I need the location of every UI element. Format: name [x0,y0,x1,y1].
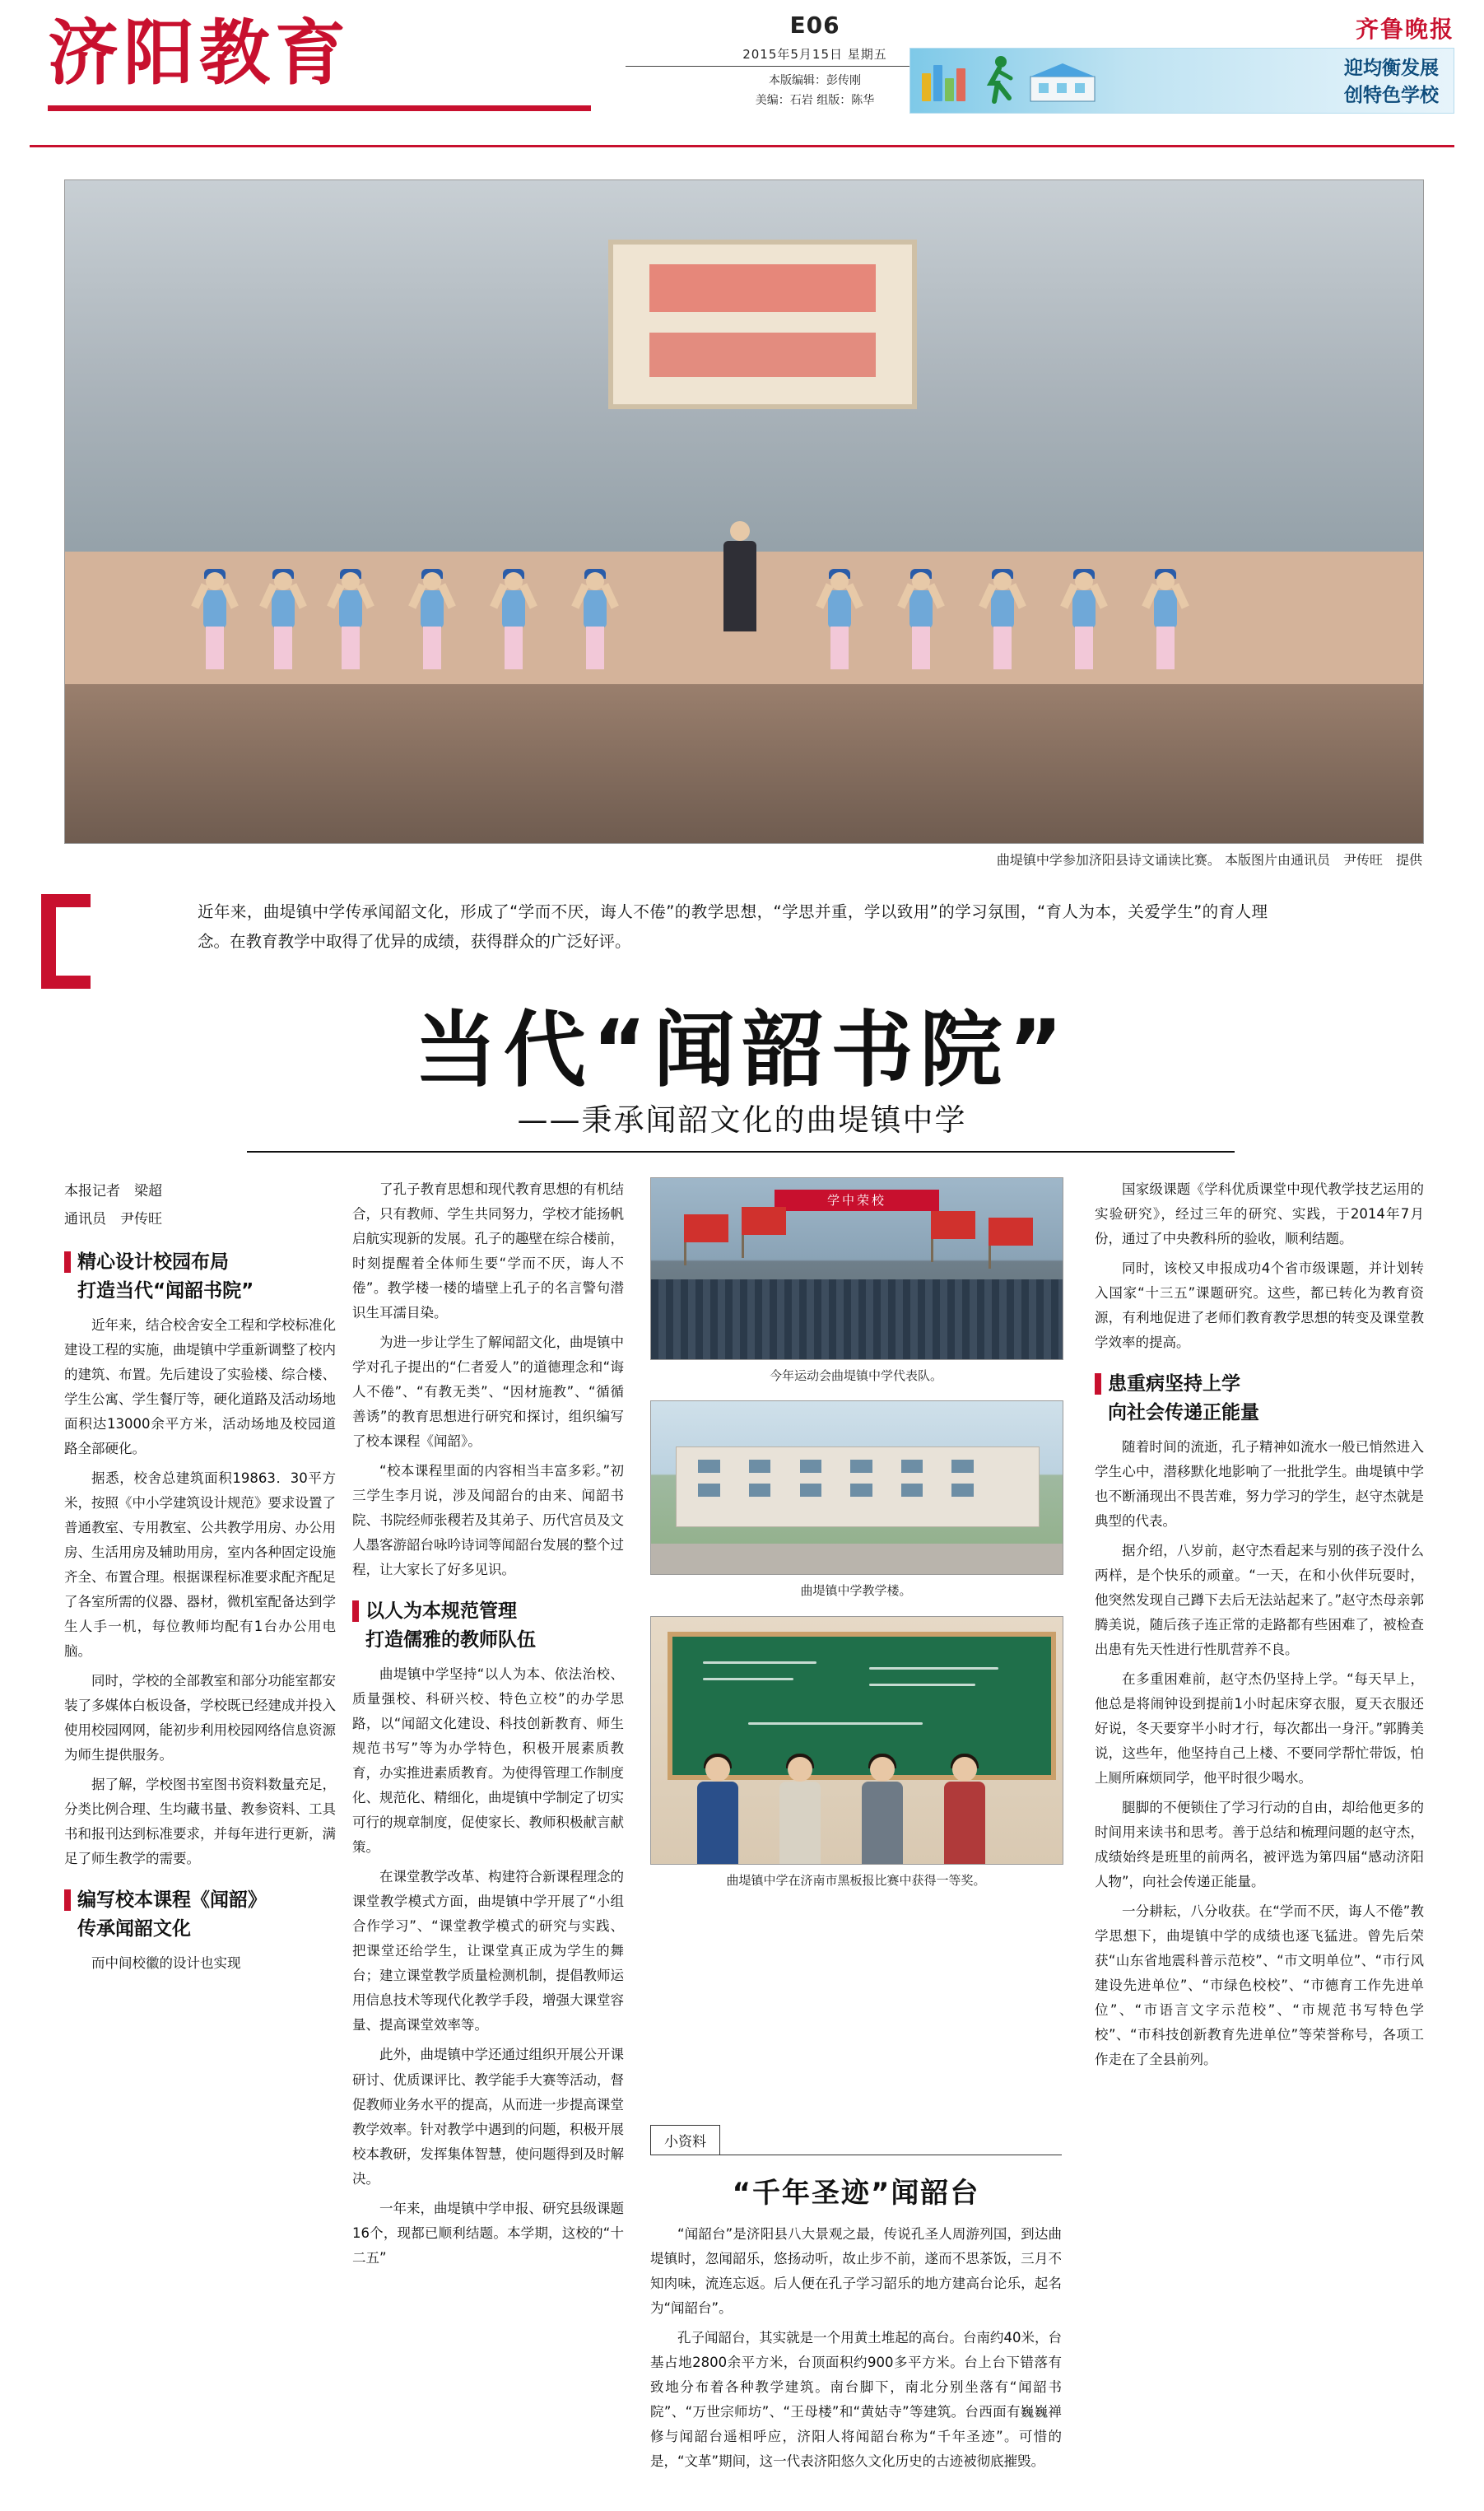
subhead-line-1: 精心设计校园布局 [77,1251,229,1273]
paragraph: 随着时间的流逝，孔子精神如流水一般已悄然进入学生心中，潜移默化地影响了一批批学生。曲堤镇中学也不断涌现出不畏苦难，努力学习的学生，赵守杰就是典型的代表。 [1095,1439,1424,1530]
student-figure [857,1757,908,1864]
sidebar-box [650,2124,1062,2479]
article-headline: 当代“闻韶书院” [414,1002,1070,1098]
sidebar-tab-label: 小资料 [650,2125,720,2155]
hero-performer [989,572,1016,671]
hero-performer [826,572,854,671]
student-figure [775,1757,826,1864]
subhead-line-2: 打造儒雅的教师队伍 [365,1628,536,1651]
photo-caption-3: 曲堤镇中学在济南市黑板报比赛中获得一等奖。 [726,1872,986,1888]
photo-caption-2: 曲堤镇中学教学楼。 [800,1583,912,1599]
student-figure [939,1757,990,1864]
hero-performer [337,572,365,671]
masthead-right [911,12,1454,107]
photo-blackboard-contest [650,1616,1063,1865]
hero-performer [1151,572,1179,671]
paragraph: 孔子闻韶台，其实就是一个用黄土堆起的高台。台南约40米，台基占地2800余平方米，台顶面积约900多平方米。台上台下错落有致地分布着各种教学建筑。南台脚下，南北分别坐落有“闻韶书院”、“万世宗师坊”、“王母楼”和“黄姑寺”等建筑。台西面有巍巍禅修与闻韶台遥相呼应，济阳人将闻韶台称为“千年圣迹”。可惜的是，“文革”期间，这一代表济阳悠久文化历史的古迹被彻底摧毁。 [650,2330,1062,2470]
byline-correspondent: 通讯员 尹传旺 [64,1211,162,1228]
paragraph: 了孔子教育思想和现代教育思想的有机结合，只有教师、学生共同努力，学校才能扬帆启航实现新的发展。孔子的趣壁在综合楼前，时刻提醒着全体师生要“学而不厌，诲人不倦”。教学楼一楼的墙壁上孔子的名言警句潜识生耳濡目染。 [352,1181,624,1321]
paragraph: 一分耕耘，八分收获。在“学而不厌，诲人不倦”教学思想下，曲堤镇中学的成绩也逐飞猛进。曾先后荣获“山东省地震科普示范校”、“市文明单位”、“市行风建设先进单位”、“市绿色校校”、“市德育工作先进单位”、“市语言文字示范校”、“市规范书写特色学校”、“市科技创新教育先进单位”等荣誉称号，各项工作走在了全县前列。 [1095,1903,1424,2068]
sidebar-title: “千年圣迹”闻韶台 [732,2177,980,2210]
paragraph: 据悉，校舍总建筑面积19863．30平方米，按照《中小学建筑设计规范》要求设置了普通教室、专用教室、公共教学用房、办公用房、生活用房及辅助用房，室内各种固定设施齐全、布置合理。根据课程标准要求配齐配足了各室所需的仪器、器材，微机室配备达到学生人手一机，每位教师均配有1台办公用电脑。 [64,1470,336,1660]
publish-date: 2015年5月15日 星期五 [626,45,1004,67]
paper-logo: 齐鲁晚报 [1355,16,1454,43]
subhead-line-1: 患重病坚持上学 [1108,1373,1240,1395]
byline-reporter: 本报记者 梁超 [64,1183,162,1200]
photo-banner-text: 学中荣校 [775,1190,939,1211]
subhead-line-2: 向社会传递正能量 [1108,1401,1259,1423]
editor-line-1: 本版编辑：彭传刚 [769,74,861,87]
subhead-local-curriculum [64,1886,336,1943]
paragraph: “校本课程里面的内容相当丰富多彩。”初三学生李月说，涉及闻韶台的由来、闻韶书院、书院经师张稷若及其弟子、历代宫员及文人墨客游韶台咏吟诗词等闻韶台发展的整个过程，让大家长了好多见识。 [352,1463,624,1578]
books-icon [922,60,965,101]
paragraph: 同时，学校的全部教室和部分功能室都安装了多媒体白板设备，学校既已经建成并投入使用校园网网，能初步利用校园网络信息资源为师生提供服务。 [64,1673,336,1763]
runner-icon [979,55,1017,105]
hero-performer [581,572,609,671]
hero-performer [907,572,935,671]
paragraph: 而中间校徽的设计也实现 [91,1955,241,1972]
subhead-sick-student [1095,1370,1424,1427]
hero-photo [64,179,1424,844]
building-shape [676,1447,1040,1528]
column-2 [352,1177,624,2276]
hero-performer [201,572,229,671]
hero-photo-caption: 曲堤镇中学参加济阳县诗文诵读比赛。 本版图片由通讯员 尹传旺 提供 [996,852,1422,868]
student-figure [692,1757,743,1864]
hero-performer [500,572,528,671]
headline-divider [247,1151,1235,1153]
campaign-slogan-line-2: 创特色学校 [1344,85,1439,107]
hero-performer [269,572,297,671]
masthead-divider [30,145,1454,147]
paragraph: 近年来，结合校舍安全工程和学校标准化建设工程的实施，曲堤镇中学重新调整了校内的建筑、布置。先后建设了实验楼、综合楼、学生公寓、学生餐厅等，硬化道路及活动场地面积达13000余平方米，活动场地及校园道路全部硬化。 [64,1317,336,1457]
page-number: E06 [789,12,840,39]
lead-bracket-icon [41,894,91,989]
school-building-icon [1027,62,1098,103]
campaign-banner [909,48,1454,114]
hero-performer [418,572,446,671]
paragraph: 据介绍，八岁前，赵守杰看起来与别的孩子没什么两样，是个快乐的顽童。“一天，在和小伙伴玩耍时，他突然发现自己蹲下去后无法站起来了。”赵守杰母亲郭腾美说，随后孩子连正常的走路都有些困难了，被检查出患有先天性进行性肌营养不良。 [1095,1543,1424,1658]
paragraph: 曲堤镇中学坚持“以人为本、依法治校、质量强校、科研兴校、特色立校”的办学思路，以“闻韶文化建设、科技创新教育、师生规范书写”等为办学特色，积极开展素质教育，办实推进素质教育。为使得管理工作制度化、规范化、精细化，曲堤镇中学制定了切实可行的规章制度，促使家长、教师积极献言献策。 [352,1666,624,1856]
subhead-line-1: 编写校本课程《闻韶》 [77,1889,267,1912]
column-3-photos [650,1177,1062,1905]
masthead [0,0,1484,153]
photo-caption-1: 今年运动会曲堤镇中学代表队。 [769,1368,942,1383]
paragraph: “闻韶台”是济阳县八大景观之最，传说孔圣人周游列国，到达曲堤镇时，忽闻韶乐，悠扬动听，故止步不前，遂而不思茶饭，三月不知肉味，流连忘返。后人便在孔子学习韶乐的地方建高台论乐，起名为“闻韶台”。 [650,2226,1062,2317]
paragraph: 此外，曲堤镇中学还通过组织开展公开课研讨、优质课评比、教学能手大赛等活动，督促教师业务水平的提高，从而进一步提高课堂教学效率。针对教学中遇到的问题，积极开展校本教研，发挥集体智慧，使问题得到及时解决。 [352,2047,624,2187]
hero-projection-screen [608,240,917,408]
campaign-slogan-line-1: 迎均衡发展 [1344,58,1439,79]
hero-floor [65,684,1423,843]
masthead-rule [48,105,591,111]
paragraph: 一年来，曲堤镇中学申报、研究县级课题16个，现都已顺利结题。本学期，这校的“十二五” [352,2200,624,2266]
subhead-campus-layout [64,1248,336,1305]
editor-line-2: 美编：石岩 组版：陈华 [755,94,875,107]
masthead-title: 济阳教育 [48,12,351,95]
sidebar-body [650,2222,1062,2474]
column-1 [64,1177,336,1981]
byline [64,1177,336,1233]
paragraph: 在课堂教学改革、构建符合新课程理念的课堂教学模式方面，曲堤镇中学开展了“小组合作学习”、“课堂教学模式的研究与实践、把课堂还给学生，让课堂真正成为学生的舞台；建立课堂教学质量检测机制，提倡教师运用信息技术等现代化教学手段，增强大课堂容量、提高课堂效率等。 [352,1869,624,2033]
lead-paragraph: 近年来，曲堤镇中学传承闻韶文化，形成了“学而不厌，诲人不倦”的教学思想，“学思并重，学以致用”的学习氛围，“育人为本，关爱学生”的育人理念。在教育教学中取得了优异的成绩，获得群众的广泛好评。 [198,902,1268,952]
hero-performer [1070,572,1098,671]
paragraph: 为进一步让学生了解闻韶文化，曲堤镇中学对孔子提出的“仁者爱人”的道德理念和“诲人不倦”、“有教无类”、“因材施教”、“循循善诱”的教育思想进行研究和探讨，组织编写了校本课程《闻韶》。 [352,1335,624,1450]
paragraph: 国家级课题《学科优质课堂中现代教学技艺运用的实验研究》，经过三年的研究、实践，于2014年7月份，通过了中央教科所的验收，顺利结题。 [1095,1181,1424,1247]
column-4 [1095,1177,1424,2078]
subhead-line-1: 以人为本规范管理 [365,1600,517,1623]
photo-sports-meet [650,1177,1063,1360]
campaign-slogan [1344,55,1439,110]
subhead-teacher-team [352,1597,624,1654]
subhead-line-2: 打造当代“闻韶书院” [77,1279,254,1302]
subhead-line-2: 传承闻韶文化 [77,1917,191,1940]
photo-teaching-building [650,1400,1063,1575]
paragraph: 腿脚的不便锁住了学习行动的自由，却给他更多的时间用来读书和思考。善于总结和梳理问题的赵守杰，成绩始终是班里的前两名，被评选为第四届“感动济阳人物”，向社会传递正能量。 [1095,1800,1424,1890]
paragraph: 在多重困难前，赵守杰仍坚持上学。“每天早上，他总是将闹钟设到提前1小时起床穿衣服，夏天衣服还好说，冬天要穿半小时才行，每次都出一身汗。”郭腾美说，这些年，他坚持自己上楼、不要同学帮忙带饭，怕上厕所麻烦同学，他平时很少喝水。 [1095,1671,1424,1787]
article-subheadline: ——秉承闻韶文化的曲堤镇中学 [517,1102,967,1138]
paragraph: 据了解，学校图书室图书资料数量充足，分类比例合理、生均藏书量、教参资料、工具书和报刊达到标准要求，并每年进行更新，满足了师生教学的需要。 [64,1777,336,1867]
hero-teacher [723,521,756,645]
paragraph: 同时，该校又申报成功4个省市级课题，并计划转入国家“十三五”课题研究。这些，都已转化为教育资源，有利地促进了老师们教育教学思想的转变及课堂教学效率的提高。 [1095,1260,1424,1351]
